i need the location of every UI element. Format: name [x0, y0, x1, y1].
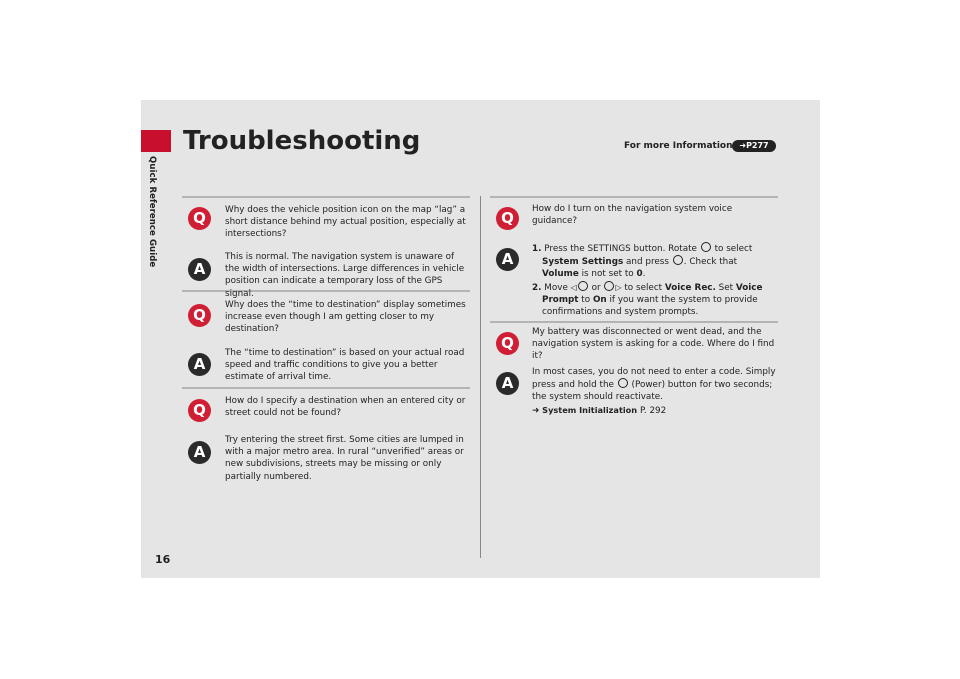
move-left-icon: ◁ [570, 282, 577, 292]
faq-steps [532, 242, 776, 318]
move-right-icon: ▷ [615, 282, 622, 292]
question-badge: Q [188, 207, 211, 230]
manual-page [141, 100, 820, 578]
question-badge: Q [496, 332, 519, 355]
section-tab [141, 130, 171, 152]
answer-badge: A [496, 248, 519, 271]
question-badge: Q [496, 207, 519, 230]
faq-question: Why does the “time to destination” display sometimes increase even though I am getting closer to my destination? [225, 300, 466, 335]
more-info-page-ref[interactable] [732, 140, 776, 152]
page-number: 16 [155, 553, 171, 566]
more-info-label: For more Information [624, 141, 733, 151]
step-2: 2. Move ◁ or ▷ to select Voice Rec. Set Voice Prompt to On if you want the system to provide confirmations and system prompts. [532, 282, 763, 318]
knob-left-icon [578, 281, 588, 291]
faq-answer: Try entering the street first. Some cities are lumped in with a major metro area. In rural “unverified” areas or new subdivisions, streets may be missing or only partially numbered. [225, 435, 464, 482]
link-label: System Initialization [542, 404, 638, 415]
selector-knob-icon [701, 242, 711, 252]
answer-badge: A [188, 353, 211, 376]
arrow-icon: ➜ [739, 141, 747, 150]
side-section-label: Quick Reference Guide [147, 156, 157, 268]
page-title: Troubleshooting [183, 126, 421, 156]
cross-reference-link[interactable] [532, 404, 776, 417]
faq-answer: This is normal. The navigation system is unaware of the width of intersections. Large differences in vehicle position can indicate a temporary loss of the GPS signal. [225, 252, 465, 299]
divider [182, 387, 470, 389]
faq-question: Why does the vehicle position icon on the map “lag” a short distance behind my actual position, especially at intersections? [225, 205, 466, 240]
column-divider [480, 196, 481, 558]
faq-question: My battery was disconnected or went dead, and the navigation system is asking for a code. Where do I find it? [532, 327, 775, 362]
faq-question: How do I specify a destination when an entered city or street could not be found? [225, 396, 466, 419]
answer-badge: A [496, 372, 519, 395]
divider [490, 196, 778, 198]
question-badge: Q [188, 304, 211, 327]
page-ref-text: P277 [746, 141, 769, 150]
link-arrow-icon: ➜ [532, 405, 540, 416]
faq-answer: In most cases, you do not need to enter a code. Simply press and hold the (Power) button for two seconds; the system should reactivate. ➜ System Initialization P. 292 [532, 367, 776, 416]
answer-badge: A [188, 258, 211, 281]
press-knob-icon [673, 255, 683, 265]
power-icon [618, 378, 628, 388]
knob-right-icon [604, 281, 614, 291]
faq-answer: The “time to destination” is based on your actual road speed and traffic conditions to give you a better estimate of arrival time. [225, 348, 465, 383]
step-1: 1. Press the SETTINGS button. Rotate to select System Settings and press . Check that Volume is not set to 0. [532, 244, 753, 280]
answer-badge: A [188, 441, 211, 464]
faq-question: How do I turn on the navigation system voice guidance? [532, 204, 733, 227]
divider [490, 321, 778, 323]
link-page: P. 292 [639, 405, 667, 416]
question-badge: Q [188, 399, 211, 422]
divider [182, 196, 470, 198]
